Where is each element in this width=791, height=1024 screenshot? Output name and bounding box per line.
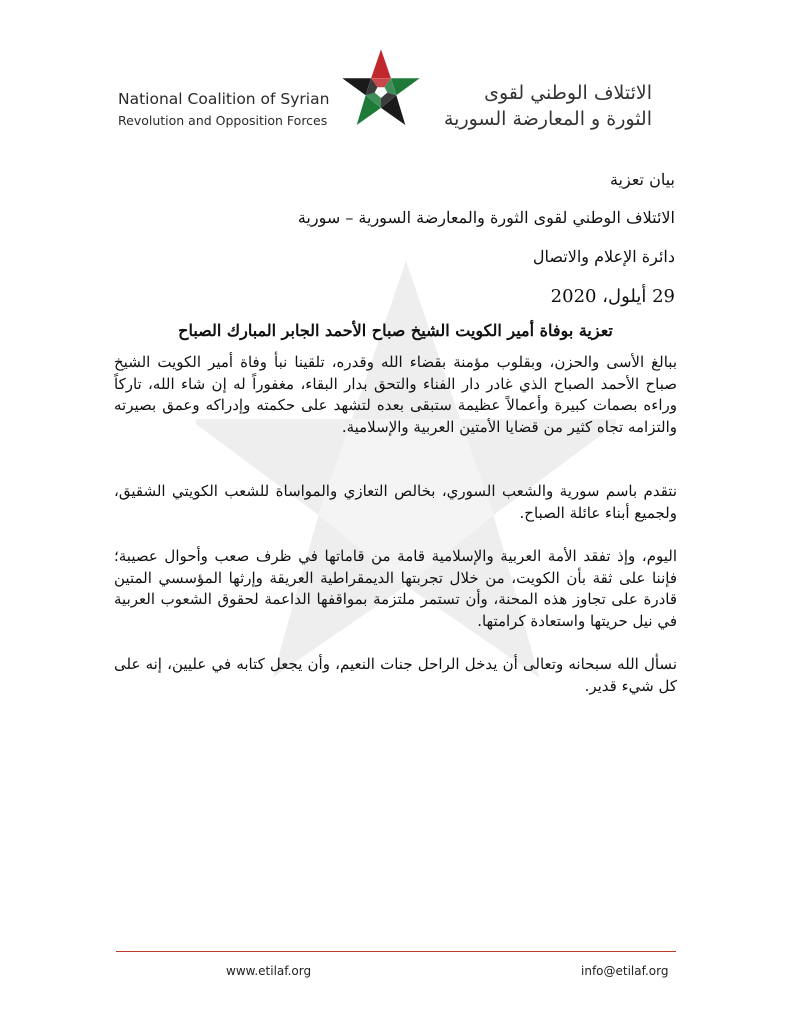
footer-website-link[interactable]: www.etilaf.org — [226, 964, 312, 978]
body-paragraph: اليوم، وإذ تفقد الأمة العربية والإسلامية قامة من قاماتها في ظرف صعب وأحوال عصيبة؛ فإننا على ثقة بأن الكويت، من خلال تجربتها الديمقراطية العريقة وإرثها المؤسسي المتين قادرة على تجاوز هذه المحنة، وأن تستمر ملتزمة بمواقفها الداعمة لحقوق الشعوب العربية في نيل حريتها واستعادة كرامتها. — [114, 547, 677, 630]
document-issuer: الائتلاف الوطني لقوى الثورة والمعارضة السورية – سورية — [297, 208, 675, 227]
document-department: دائرة الإعلام والاتصال — [532, 247, 675, 266]
document-type-label: بيان تعزية — [609, 170, 675, 189]
body-paragraph: ببالغ الأسى والحزن، وبقلوب مؤمنة بقضاء الله وقدره، تلقينا نبأ وفاة أمير الكويت الشيخ صباح الأحمد الصباح الذي غادر دار الفناء والتحق بدار البقاء، مغفوراً له إن شاء الله، تاركاً وراءه بصمات كبيرة وأعمالاً عظيمة ستبقى بعده لتشهد على حكمته وإدراكه وعمق بصيرته والتزامه تجاه كثير من قضايا الأمتين العربية والإسلامية. — [114, 353, 677, 436]
org-name-english — [118, 88, 329, 132]
footer-divider — [116, 951, 676, 952]
org-name-arabic-line2: الثورة و المعارضة السورية — [443, 108, 652, 130]
document-title: تعزية بوفاة أمير الكويت الشيخ صباح الأحمد الجابر المبارك الصباح — [178, 321, 613, 340]
body-paragraph: نتقدم باسم سورية والشعب السوري، بخالص التعازي والمواساة للشعب الكويتي الشقيق، ولجميع أبناء عائلة الصباح. — [114, 482, 677, 522]
document-date: 29 أيلول، 2020 — [550, 286, 675, 307]
body-paragraph: نسأل الله سبحانه وتعالى أن يدخل الراحل جنات النعيم، وأن يجعل كتابه في عليين، إنه على كل شيء قدير. — [114, 655, 677, 695]
org-name-english-line1: National Coalition of Syrian — [118, 90, 330, 108]
footer-email-link[interactable]: info@etilaf.org — [581, 964, 669, 978]
org-name-arabic-line1: الائتلاف الوطني لقوى — [484, 82, 652, 104]
coalition-star-logo-icon — [336, 44, 426, 134]
org-name-english-line2: Revolution and Opposition Forces — [118, 113, 328, 128]
org-name-arabic — [432, 80, 652, 132]
